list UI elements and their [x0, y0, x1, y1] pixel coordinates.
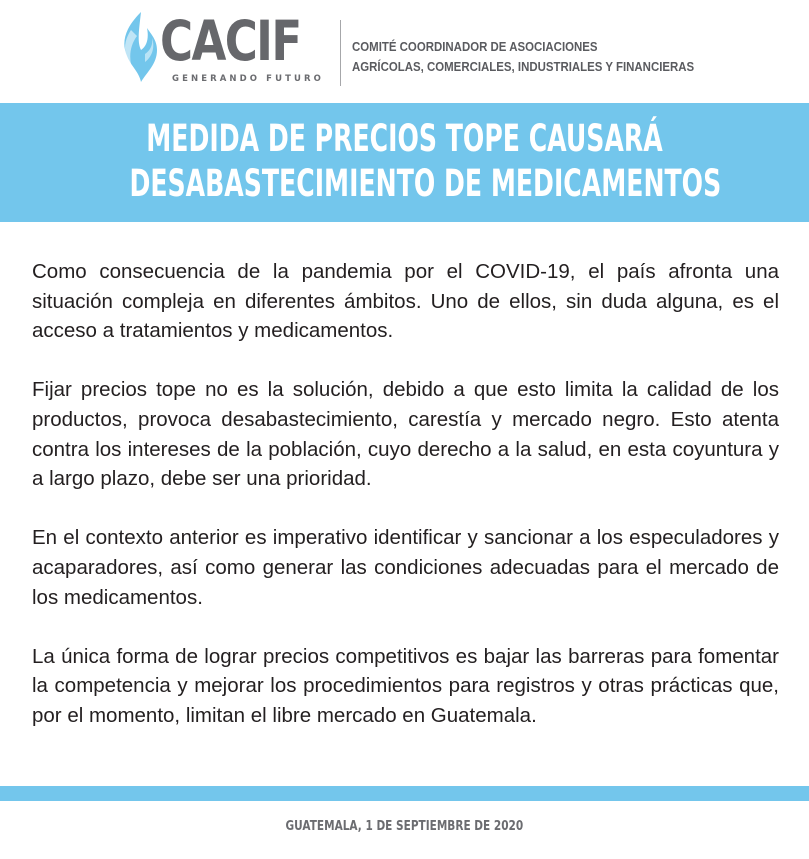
paragraph: Fijar precios tope no es la solución, debido a que esto limita la calidad de los productos, provoca desabastecimiento, carestía y mercado negro. Esto atenta contra los intereses de la población, cuyo derecho a la salud, en esta coyuntura y a largo plazo, debe ser una prioridad. [32, 378, 779, 491]
title-banner [0, 103, 809, 222]
footer-date [0, 818, 809, 834]
logo-tagline: GENERANDO FUTURO [172, 74, 324, 84]
header [0, 0, 809, 103]
paragraph: Como consecuencia de la pandemia por el COVID-19, el país afronta una situación compleja en diferentes ámbitos. Uno de ellos, sin duda alguna, es el acceso a tratamientos y medicamentos. [32, 260, 779, 343]
paragraph: La única forma de lograr precios competitivos es bajar las barreras para fomentar la competencia y mejorar los procedimientos para registros y otras prácticas que, por el momento, limitan el libre mercado en Guatemala. [32, 644, 779, 727]
headline [0, 116, 809, 206]
flame-icon [117, 10, 161, 84]
paragraph: En el contexto anterior es imperativo identificar y sancionar a los especuladores y acaparadores, así como generar las condiciones adecuadas para el mercado de los medicamentos. [32, 526, 779, 609]
logo-wordmark: CACIF [160, 9, 301, 73]
headline-line-2: DESABASTECIMIENTO DE MEDICAMENTOS [129, 162, 722, 205]
organization-line-2: AGRÍCOLAS, COMERCIALES, INDUSTRIALES Y FINANCIERAS [352, 59, 695, 74]
footer-rule [0, 786, 809, 801]
organization-name [352, 37, 694, 77]
statement-body [32, 257, 779, 760]
header-divider [340, 20, 341, 86]
organization-line-1: COMITÉ COORDINADOR DE ASOCIACIONES [352, 39, 598, 54]
footer-date-text: GUATEMALA, 1 DE SEPTIEMBRE DE 2020 [285, 818, 524, 834]
headline-line-1: MEDIDA DE PRECIOS TOPE CAUSARÁ [146, 117, 663, 160]
